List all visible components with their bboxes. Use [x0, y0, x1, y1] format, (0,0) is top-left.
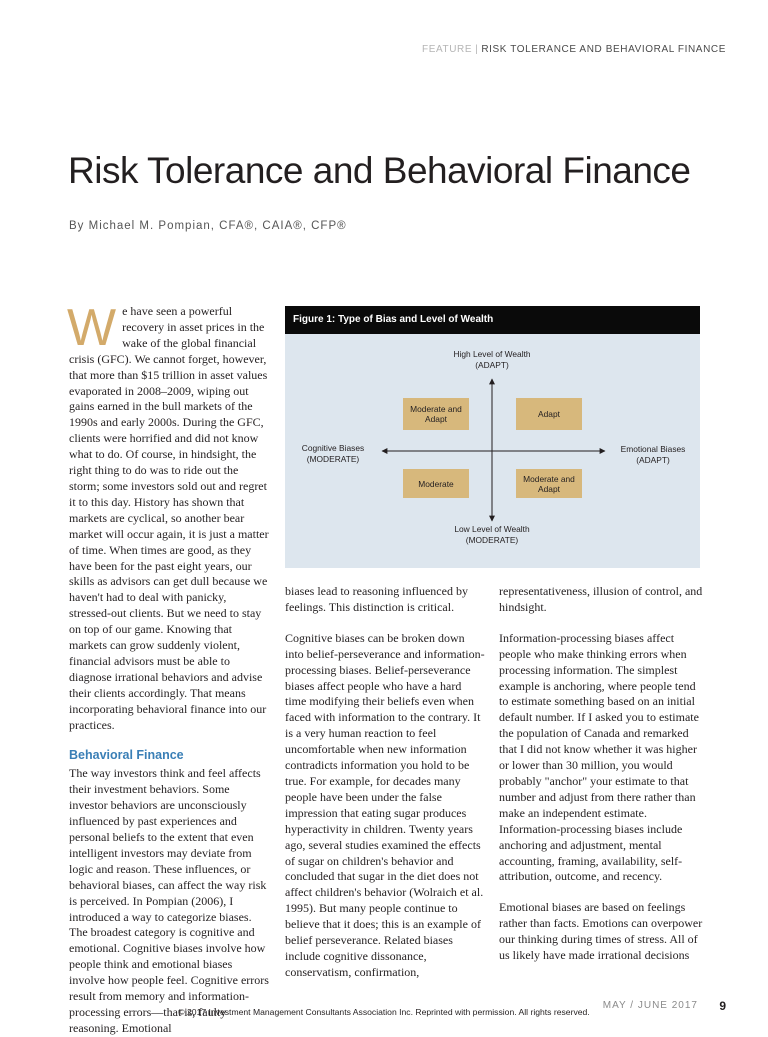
axis-label-right-line1: Emotional Biases	[620, 444, 686, 454]
issue-date: MAY / JUNE 2017	[602, 1000, 698, 1011]
right-paragraph-1: representativeness, illusion of control, and hindsight.	[499, 584, 703, 614]
body-paragraph: The way investors think and feel affects their investment behaviors. Some investor behaviors are unconsciously influenced by past experiences and personal beliefs to the extent that even intelligent investors may deviate from logic and reason. These influences, or behavioral biases, can affect the way risk is perceived. In Pompian (2006), I introduced a way to categorize biases. The broadest category is cognitive and emotional. Cognitive biases involve how people think and emotional biases involve how people feel. Cognitive errors result from memory and information-processing errors—that is, faulty reasoning. Emotional	[69, 766, 269, 1035]
quadrant-bottom-right-line1: Moderate and	[523, 473, 575, 484]
axis-label-top-line2: (ADAPT)	[475, 360, 509, 370]
header-kicker: FEATURE	[421, 44, 473, 55]
quadrant-bottom-right	[516, 469, 582, 498]
article-byline: By Michael M. Pompian, CFA®, CAIA®, CFP®	[69, 220, 347, 232]
copyright-notice: © 2017 Investment Management Consultants Association Inc. Reprinted with permission. All rights reserved.	[178, 1007, 590, 1017]
axis-label-top-line1: High Level of Wealth	[453, 349, 531, 359]
right-paragraph-3: Emotional biases are based on feelings rather than facts. Emotions can overpower our thinking during times of stress. All of us likely have made irrational decisions	[499, 900, 703, 963]
right-column	[499, 584, 704, 964]
axis-label-right	[609, 444, 697, 466]
axis-label-left-line2: (MODERATE)	[306, 454, 360, 464]
middle-paragraph-1: biases lead to reasoning influenced by feelings. This distinction is critical.	[285, 584, 468, 614]
page-number: 9	[719, 999, 726, 1013]
quadrant-bottom-right-line2: Adapt	[538, 483, 560, 494]
quadrant-top-left-line2: Adapt	[425, 414, 447, 424]
intro-text: e have seen a powerful recovery in asset prices in the wake of the global financial crisis (GFC). We cannot forget, however, that more than $15 trillion in asset values evaporated in 2008–2009, wiping out gains earned in the bull markets of the 1990s and early 2000s. During the GFC, clients were horrified and did not know what to do. Of course, in hindsight, the right thing to do was to ride out the storm; some investors sold out and regret it to this day. History has shown that markets are cyclical, so another bear market will occur again, it is just a matter of time. When times are good, as they have been for the past eight years, our skills as advisors can get dull because we haven't had to deal with panicky, stressed-out clients. But we need to stay on top of our game. Knowing that markets can grow suddenly violent, financial advisors must be able to diagnose irrational behaviors and advise their clients accordingly. That means incorporating behavioral finance into our practices.	[69, 304, 269, 732]
axis-label-left-line1: Cognitive Biases	[301, 443, 365, 453]
header-section: RISK TOLERANCE AND BEHAVIORAL FINANCE	[481, 44, 726, 55]
drop-cap: W	[67, 299, 117, 357]
axis-label-bottom-line2: (MODERATE)	[465, 535, 519, 545]
quadrant-top-right	[516, 398, 582, 430]
axis-label-right-line2: (ADAPT)	[636, 455, 670, 465]
right-paragraph-2: Information-processing biases affect people who make thinking errors when processing information. The simplest example is anchoring, where people tend to estimate something based on an initial default number. If I asked you to estimate the population of Canada and remarked that I did not know whether it was higher or lower than 30 million, you would probably "anchor" your estimate to that number and adjust from there rather than make an independent estimate. Information-processing biases include anchoring and adjustment, mental accounting, framing, availability, self-attribution, outcome, and recency.	[499, 630, 699, 884]
quadrant-top-left	[403, 398, 469, 430]
left-column	[67, 299, 269, 1037]
header-separator: |	[475, 44, 479, 55]
axis-label-top	[442, 349, 542, 371]
running-header	[422, 44, 726, 55]
quadrant-bottom-left	[403, 469, 469, 498]
middle-column	[285, 584, 485, 981]
section-subhead: Behavioral Finance	[69, 748, 184, 763]
intro-paragraph	[67, 299, 269, 733]
article-title: Risk Tolerance and Behavioral Finance	[68, 150, 691, 191]
axis-label-bottom-line1: Low Level of Wealth	[454, 524, 530, 534]
figure-title: Figure 1: Type of Bias and Level of Wealth	[285, 306, 700, 334]
quadrant-bottom-left-label: Moderate	[418, 478, 454, 489]
axis-label-bottom	[442, 524, 542, 546]
quadrant-top-left-line1: Moderate and	[410, 404, 462, 414]
middle-paragraph-2: Cognitive biases can be broken down into belief-perseverance and information-processing biases. Belief-perseverance biases affect people who have a hard time modifying their beliefs even when faced with information to the contrary. It is a very human reaction to feel uncomfortable when new information contradicts information you hold to be true. For example, for decades many people have been under the false impression that eating sugar produces hyperactivity in children. Twenty years ago, several studies examined the effects of sugar on children's behavior and concluded that sugar in the diet does not affect children's behavior (Wolraich et al. 1995). But many people continue to believe that it does; this is an example of belief perseverance. Related biases include cognitive dissonance, conservatism, confirmation,	[285, 630, 485, 979]
figure-1	[285, 306, 700, 568]
quadrant-top-right-label: Adapt	[538, 409, 560, 419]
axis-label-left	[289, 443, 377, 465]
